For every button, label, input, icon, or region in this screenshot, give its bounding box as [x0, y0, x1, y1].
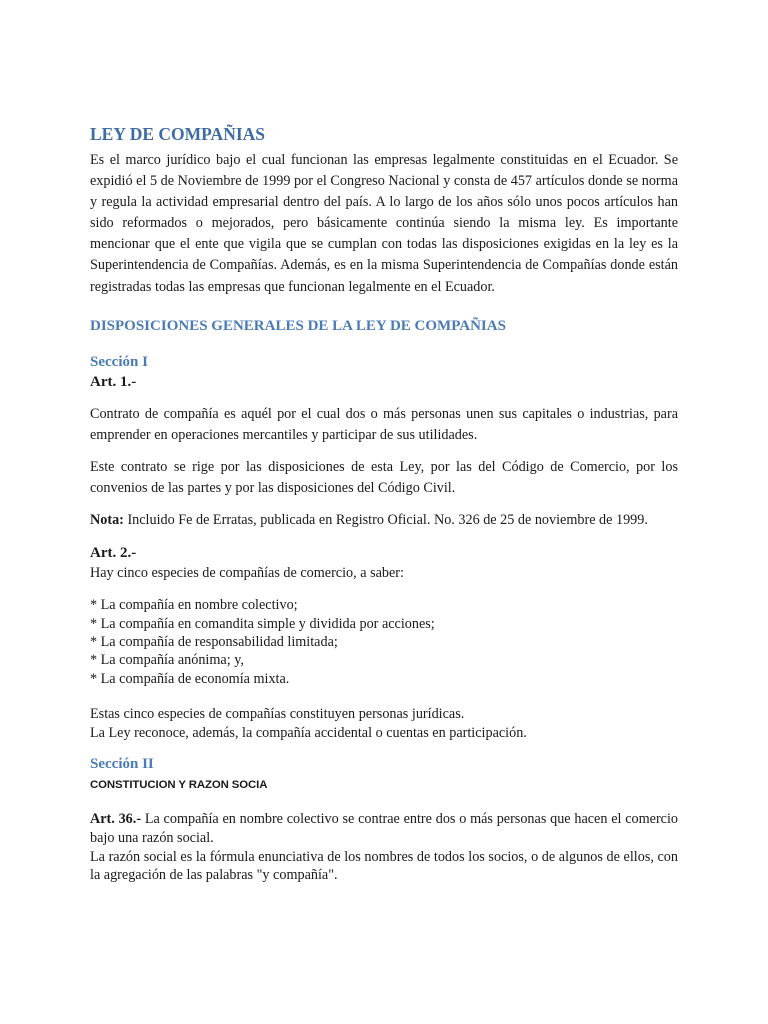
art-36-paragraph	[90, 810, 678, 847]
art-1-paragraph-1: Contrato de compañía es aquél por el cual dos o más personas unen sus capitales o industrias, para emprender en operaciones mercantiles y participar de sus utilidades.	[90, 405, 678, 443]
species-list	[90, 596, 678, 688]
seccion-2-label: Sección II	[90, 756, 154, 773]
nota-text: Incluido Fe de Erratas, publicada en Registro Oficial. No. 326 de 25 de noviembre de 1999.	[123, 512, 648, 529]
art-2-closing-2: La Ley reconoce, además, la compañía accidental o cuentas en participación.	[90, 724, 527, 741]
art-36-paragraph-2: La razón social es la fórmula enunciativa de los nombres de todos los socios, o de algunos de ellos, con la agregación de las palabras "y compañía".	[90, 848, 678, 884]
intro-paragraph: Es el marco jurídico bajo el cual funcionan las empresas legalmente constituidas en el Ecuador. Se expidió el 5 de Noviembre de 1999 por el Congreso Nacional y consta de 457 artículos donde se norma y regula la actividad empresarial dentro del país. A lo largo de los años sólo unos pocos artículos han sido reformados o mejorados, pero básicamente continúa siendo la misma ley. Es importante mencionar que el ente que vigila que se cumplan con todas las disposiciones exigidas en la ley es la Superintendencia de Compañías. Además, es en la misma Superintendencia de Compañías donde están registradas todas las empresas que funcionan legalmente en el Ecuador.	[90, 152, 678, 295]
list-item: * La compañía anónima; y,	[90, 652, 244, 669]
nota-label: Nota:	[90, 512, 124, 529]
art-36-text: La compañía en nombre colectivo se contrae entre dos o más personas que hacen el comercio bajo una razón social.	[90, 811, 678, 847]
seccion-2-subtitle: CONSTITUCION Y RAZON SOCIA	[90, 779, 268, 792]
art-2-label: Art. 2.-	[90, 545, 137, 562]
art-36-label: Art. 36.-	[90, 811, 142, 828]
seccion-1-label: Sección I	[90, 353, 148, 370]
list-item: * La compañía de economía mixta.	[90, 670, 290, 687]
list-item: * La compañía en comandita simple y dividida por acciones;	[90, 615, 435, 632]
document-title: LEY DE COMPAÑIAS	[90, 124, 266, 144]
nota-paragraph	[90, 510, 678, 531]
section-heading: DISPOSICIONES GENERALES DE LA LEY DE COMPAÑIAS	[90, 317, 506, 334]
list-item: * La compañía en nombre colectivo;	[90, 597, 298, 614]
art-1-paragraph-2: Este contrato se rige por las disposiciones de esta Ley, por las del Código de Comercio, por los convenios de las partes y por las disposiciones del Código Civil.	[90, 458, 678, 496]
art-1-label: Art. 1.-	[90, 373, 137, 390]
art-2-closing-1: Estas cinco especies de compañías constituyen personas jurídicas.	[90, 706, 465, 723]
list-item: * La compañía de responsabilidad limitada;	[90, 634, 338, 651]
document-page	[90, 122, 678, 885]
art-2-intro: Hay cinco especies de compañías de comercio, a saber:	[90, 565, 404, 582]
